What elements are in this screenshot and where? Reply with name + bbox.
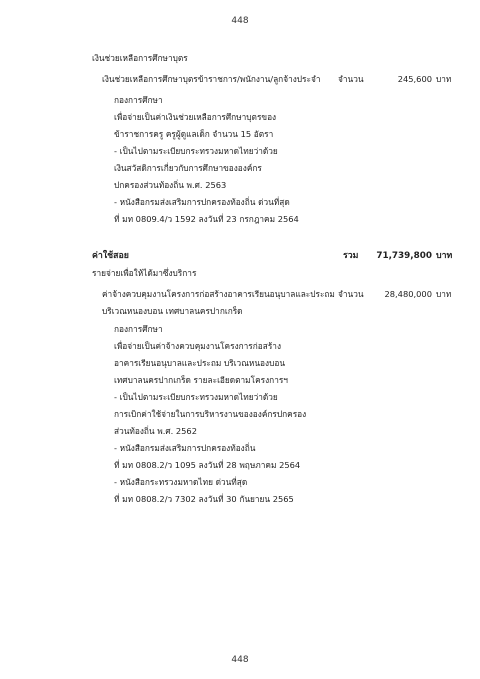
detail-line: ที่ มท 0809.4/ว 1592 ลงวันที่ 23 กรกฎาคม 2564 [114,214,299,224]
detail-line: กองการศึกษา [114,95,163,105]
detail-line: ปกครองส่วนท้องถิ่น พ.ศ. 2563 [114,180,227,190]
detail-line: - หนังสือกรมส่งเสริมการปกครองท้องถิ่น [114,443,256,453]
amount-label: จำนวน [338,289,364,299]
detail-line: - เป็นไปตามระเบียบกระทรวงมหาดไทยว่าด้วย [114,146,278,156]
subheading-services: รายจ่ายเพื่อให้ได้มาซึ่งบริการ [92,268,197,278]
detail-line: เงินสวัสดิการเกี่ยวกับการศึกษาขององค์กร [114,163,262,173]
detail-line: ที่ มท 0808.2/ว 1095 ลงวันที่ 28 พฤษภาคม 2564 [114,460,301,470]
amount-label: จำนวน [338,74,364,84]
total-amount: 71,739,800 [376,251,432,261]
section-heading-education-aid: เงินช่วยเหลือการศึกษาบุตร [92,53,188,63]
detail-line: กองการศึกษา [114,324,163,334]
page-number-bottom: 448 [231,655,249,665]
item-amount: 245,600 [397,74,432,84]
section-heading-expenses: ค่าใช้สอย [92,251,129,261]
detail-line: - เป็นไปตามระเบียบกระทรวงมหาดไทยว่าด้วย [114,392,278,402]
item-label-line2: บริเวณหนองบอน เทศบาลนครปากเกร็ด [102,306,243,316]
detail-line: เทศบาลนครปากเกร็ด รายละเอียดตามโครงการฯ [114,375,288,385]
item-amount: 28,480,000 [384,289,432,299]
amount-unit: บาท [436,74,452,84]
total-label: รวม [343,251,359,261]
detail-line: - หนังสือกรมส่งเสริมการปกครองท้องถิ่น ด่วนที่สุด [114,197,290,207]
detail-line: - หนังสือกระทรวงมหาดไทย ด่วนที่สุด [114,477,248,487]
item-label-line1: ค่าจ้างควบคุมงานโครงการก่อสร้างอาคารเรียนอนุบาลและประถม [102,289,335,299]
detail-line: เพื่อจ่ายเป็นค่าจ้างควบคุมงานโครงการก่อสร้าง [114,341,281,351]
page-number-top: 448 [231,16,249,26]
total-unit: บาท [436,251,453,261]
amount-unit: บาท [436,289,452,299]
detail-line: ส่วนท้องถิ่น พ.ศ. 2562 [114,426,197,436]
detail-line: ที่ มท 0808.2/ว 7302 ลงวันที่ 30 กันยายน 2565 [114,494,294,504]
detail-line: การเบิกค่าใช้จ่ายในการบริหารงานขององค์กรปกครอง [114,409,307,419]
detail-line: เพื่อจ่ายเป็นค่าเงินช่วยเหลือการศึกษาบุตรของ [114,112,277,122]
detail-line: อาคารเรียนอนุบาลและประถม บริเวณหนองบอน [114,358,286,368]
item-label-education-aid: เงินช่วยเหลือการศึกษาบุตรข้าราชการ/พนักงาน/ลูกจ้างประจำ [102,74,321,84]
detail-line: ข้าราชการครู ครูผู้ดูแลเด็ก จำนวน 15 อัตรา [114,129,274,139]
